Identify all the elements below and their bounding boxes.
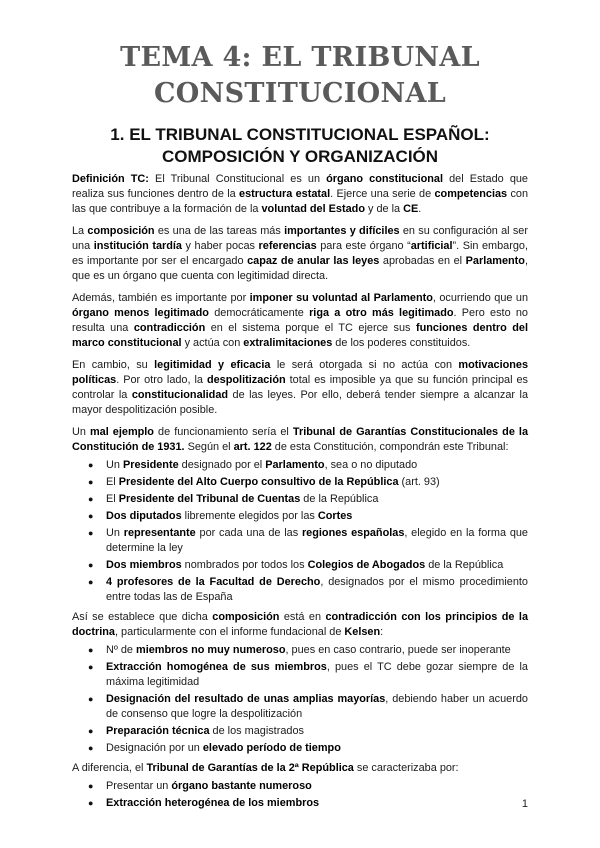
paragraph-legitimacy: En cambio, su legitimidad y eficacia le será otorgada si no actúa con motivaciones políticas. Por otro lado, la despolitización total es imposible ya que su función principal es controlar la constitucionalidad de las leyes. Por ello, deberá tender siempre a alcanzar la mayor despolitización posible. bbox=[72, 359, 529, 416]
list-item: ● Dos diputados libremente elegidos por las Cortes bbox=[106, 509, 528, 524]
paragraph-definition: Definición TC: El Tribunal Constitucional es un órgano constitucional del Estado que realiza sus funciones dentro de la estructura estatal. Ejerce una serie de competencias con las que contribuye a la formación de la voluntad del Estado y de la CE. bbox=[72, 173, 528, 215]
page-number: 1 bbox=[521, 798, 528, 810]
document-body bbox=[72, 172, 528, 816]
page-title bbox=[0, 40, 600, 112]
list-item: ● Un Presidente designado por el Parlamento, sea o no diputado bbox=[106, 458, 528, 473]
list-item: ● Presentar un órgano bastante numeroso bbox=[106, 779, 528, 794]
paragraph-second-republic: A diferencia, el Tribunal de Garantías de la 2ª República se caracterizaba por: bbox=[72, 762, 459, 774]
list-item: ● Dos miembros nombrados por todos los Colegios de Abogados de la República bbox=[106, 558, 528, 573]
list-item: ● Designación por un elevado período de tiempo bbox=[106, 741, 528, 756]
list-item: ● 4 profesores de la Facultad de Derecho, designados por el mismo procedimiento entre todas las de España bbox=[106, 575, 528, 605]
list-item: ● Extracción homogénea de sus miembros, pues el TC debe gozar siempre de la máxima legitimidad bbox=[106, 660, 528, 690]
kelsen-principles-list bbox=[72, 643, 528, 756]
section-heading-line-1: 1. EL TRIBUNAL CONSTITUCIONAL ESPAÑOL: bbox=[110, 125, 490, 144]
tribunal-members-list bbox=[72, 458, 528, 605]
section-heading bbox=[40, 124, 560, 168]
list-item: ● Designación del resultado de unas amplias mayorías, debiendo haber un acuerdo de consenso que logre la despolitización bbox=[106, 692, 528, 722]
list-item: ● Un representante por cada una de las regiones españolas, elegido en la forma que determine la ley bbox=[106, 526, 528, 556]
section-number: 1. bbox=[110, 125, 125, 144]
paragraph-bad-example: Un mal ejemplo de funcionamiento sería el Tribunal de Garantías Constitucionales de la Constitución de 1931. Según el art. 122 de esta Constitución, compondrán este Tribunal: bbox=[72, 426, 529, 453]
title-line-1: TEMA 4: EL TRIBUNAL bbox=[120, 42, 480, 73]
list-item: ● Preparación técnica de los magistrados bbox=[106, 724, 528, 739]
paragraph-parliament: Además, también es importante por imponer su voluntad al Parlamento, ocurriendo que un órgano menos legitimado democráticamente riga a otro más legitimado. Pero esto no resulta una contradicción en el sistema porque el TC ejerce sus funciones dentro del marco constitucional y actúa con extralimitaciones de los poderes constituidos. bbox=[72, 292, 528, 349]
paragraph-kelsen: Así se establece que dicha composición está en contradicción con los principios de la doctrina, particularmente con el informe fundacional de Kelsen: bbox=[72, 611, 528, 638]
list-item: ● El Presidente del Alto Cuerpo consultivo de la República (art. 93) bbox=[106, 475, 528, 490]
list-item: ● Extracción heterogénea de los miembros bbox=[106, 796, 528, 811]
second-republic-list bbox=[72, 779, 528, 811]
paragraph-composition: La composición es una de las tareas más importantes y difíciles en su configuración al ser una institución tardía y haber pocas referencias para este órgano “artificial”. Sin embargo, es importante por ser el encargado capaz de anular las leyes aprobadas en el Parlamento, que es un órgano que cuenta con legitimidad directa. bbox=[72, 225, 529, 282]
title-line-2: CONSTITUCIONAL bbox=[154, 78, 446, 109]
section-heading-line-2: COMPOSICIÓN Y ORGANIZACIÓN bbox=[161, 147, 439, 166]
list-item: ● Nº de miembros no muy numeroso, pues en caso contrario, puede ser inoperante bbox=[106, 643, 528, 658]
list-item: ● El Presidente del Tribunal de Cuentas de la República bbox=[106, 492, 528, 507]
